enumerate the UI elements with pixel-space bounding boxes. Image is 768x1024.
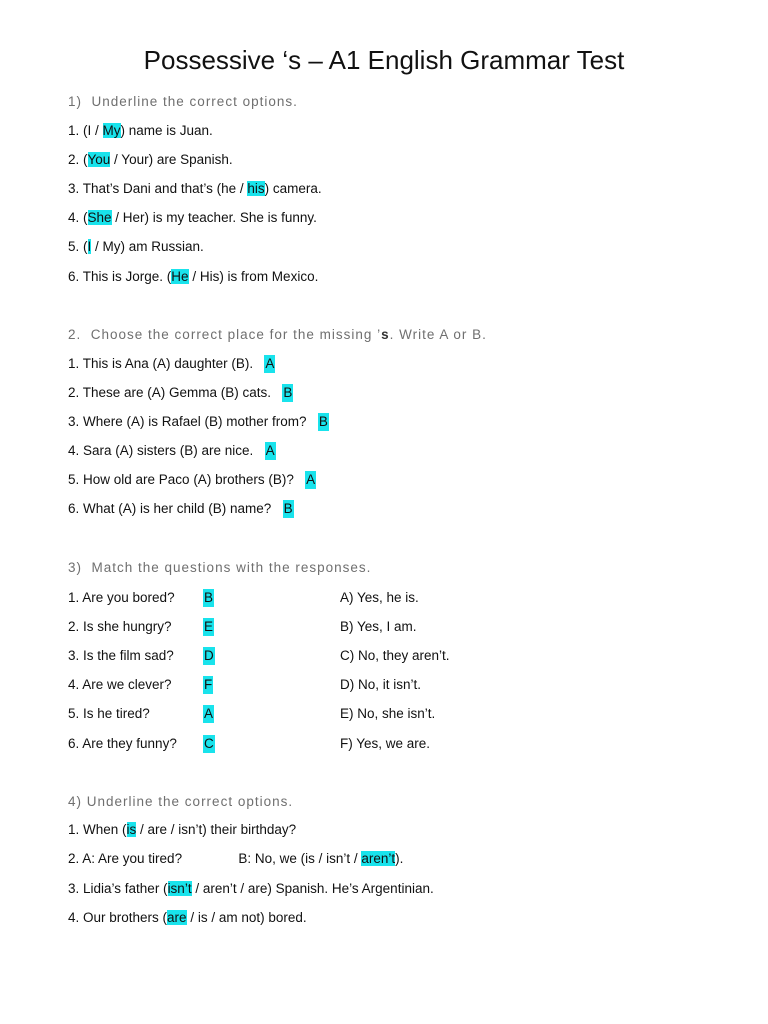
s1-item-5-pre: 5. (: [68, 239, 88, 254]
s1-item-6-pre: 6. This is Jorge. (: [68, 269, 172, 284]
s4-item-2-pre: 2. A: Are you tired? B: No, we (is / isn’t /: [68, 851, 362, 866]
s2-item-6-text: 6. What (A) is her child (B) name?: [68, 501, 283, 516]
s2-item-5: [68, 471, 316, 489]
s2-item-4-text: 4. Sara (A) sisters (B) are nice.: [68, 443, 265, 458]
s1-item-4-post: / Her) is my teacher. She is funny.: [111, 210, 317, 225]
s2-item-1-answer: A: [265, 356, 275, 371]
s4-item-1: [68, 821, 296, 839]
s2-item-2: [68, 384, 293, 402]
section-3-heading: 3) Match the questions with the responses.: [68, 560, 372, 575]
s2-item-5-text: 5. How old are Paco (A) brothers (B)?: [68, 472, 306, 487]
s4-item-3-answer: isn’t: [167, 881, 192, 896]
s1-item-2: [68, 151, 233, 169]
s3-response-e: E) No, she isn’t.: [340, 706, 436, 721]
s4-item-3-pre: 3. Lidia’s father (: [68, 881, 168, 896]
s2-item-6: [68, 500, 294, 518]
s1-item-1-pre: 1. (I /: [68, 123, 103, 138]
s1-item-5: [68, 238, 204, 256]
s3-question-6-answer: C: [204, 736, 214, 751]
s3-response-b: B) Yes, I am.: [340, 619, 417, 634]
s3-question-4-answer: F: [204, 677, 213, 692]
s1-item-2-answer: You: [87, 152, 111, 167]
page-title: Possessive ‘s – A1 English Grammar Test: [143, 45, 625, 75]
s3-response-f: F) Yes, we are.: [340, 736, 431, 751]
s3-response-a: A) Yes, he is.: [340, 590, 419, 605]
s4-item-4: [68, 909, 307, 927]
s2-item-5-answer: A: [306, 472, 316, 487]
section-2-heading: [68, 327, 487, 342]
s3-question-6: 6. Are they funny?: [68, 736, 177, 751]
s1-item-1-post: ) name is Juan.: [120, 123, 213, 138]
s1-item-4: [68, 209, 317, 227]
s4-item-4-pre: 4. Our brothers (: [68, 910, 168, 925]
s4-item-2: [68, 850, 403, 868]
s3-question-4: 4. Are we clever?: [68, 677, 172, 692]
s3-question-2: 2. Is she hungry?: [68, 619, 172, 634]
s4-item-4-post: / is / am not) bored.: [186, 910, 307, 925]
s1-item-6-post: / His) is from Mexico.: [188, 269, 319, 284]
s4-item-4-answer: are: [167, 910, 187, 925]
section-4-heading: 4) Underline the correct options.: [68, 794, 294, 809]
s2-item-3-text: 3. Where (A) is Rafael (B) mother from?: [68, 414, 318, 429]
s4-item-2-answer: aren’t: [361, 851, 396, 866]
s3-response-c: C) No, they aren’t.: [340, 648, 450, 663]
s1-item-4-pre: 4. (: [68, 210, 88, 225]
s1-item-5-post: / My) am Russian.: [91, 239, 204, 254]
s3-question-5-answer: A: [204, 706, 214, 721]
s1-item-3: [68, 180, 322, 198]
section-2-heading-post: . Write A or B.: [389, 327, 487, 342]
s3-question-3: 3. Is the film sad?: [68, 648, 174, 663]
s2-item-1: [68, 355, 275, 373]
s1-item-6: [68, 268, 318, 286]
s4-item-1-post: / are / isn’t) their birthday?: [136, 822, 297, 837]
s3-question-3-answer: D: [204, 648, 214, 663]
s1-item-2-pre: 2. (: [68, 152, 88, 167]
s4-item-3: [68, 880, 434, 898]
s2-item-6-answer: B: [283, 501, 293, 516]
section-1-heading: 1) Underline the correct options.: [68, 94, 298, 109]
s1-item-3-pre: 3. That’s Dani and that’s (he /: [68, 181, 248, 196]
s3-question-1-answer: B: [204, 590, 214, 605]
s4-item-2-post: ).: [395, 851, 404, 866]
s1-item-1: [68, 122, 213, 140]
s2-item-3: [68, 413, 329, 431]
s1-item-6-answer: He: [171, 269, 189, 284]
s1-item-2-post: / Your) are Spanish.: [110, 152, 233, 167]
s1-item-3-post: ) camera.: [264, 181, 322, 196]
s1-item-1-answer: My: [102, 123, 121, 138]
s3-question-1: 1. Are you bored?: [68, 590, 175, 605]
s1-item-5-answer: I: [87, 239, 92, 254]
s2-item-2-text: 2. These are (A) Gemma (B) cats.: [68, 385, 283, 400]
s2-item-4-answer: A: [265, 443, 275, 458]
s2-item-3-answer: B: [318, 414, 328, 429]
s1-item-3-answer: his: [247, 181, 265, 196]
s4-item-1-pre: 1. When (: [68, 822, 127, 837]
s2-item-2-answer: B: [283, 385, 293, 400]
section-2-heading-bold: s: [381, 327, 390, 342]
s2-item-4: [68, 442, 276, 460]
s1-item-4-answer: She: [87, 210, 112, 225]
s4-item-1-answer: is: [126, 822, 137, 837]
s3-response-d: D) No, it isn’t.: [340, 677, 422, 692]
s4-item-3-post: / aren’t / are) Spanish. He’s Argentinian.: [191, 881, 434, 896]
s3-question-5: 5. Is he tired?: [68, 706, 150, 721]
s3-question-2-answer: E: [204, 619, 214, 634]
section-2-heading-pre: 2. Choose the correct place for the missing ’: [68, 327, 382, 342]
s2-item-1-text: 1. This is Ana (A) daughter (B).: [68, 356, 265, 371]
